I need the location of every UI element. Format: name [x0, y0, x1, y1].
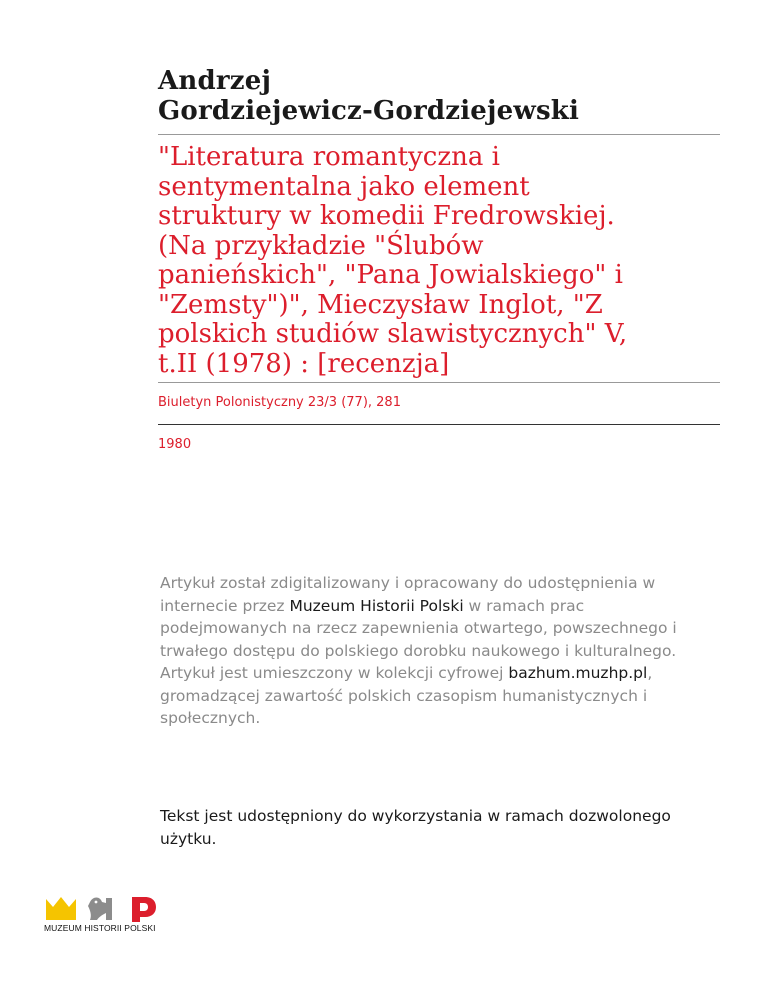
letter-p-icon [132, 897, 156, 922]
crown-m-icon [46, 897, 76, 920]
author-name [158, 66, 738, 126]
notice-text: , gromadzącej zawartość polskich czasopism humanistycznych i społecznych. [160, 664, 653, 727]
eagle-eye-icon [95, 901, 98, 904]
collection-link[interactable]: bazhum.muzhp.pl [508, 664, 648, 682]
usage-statement: Tekst jest udostępniony do wykorzystania w ramach dozwolonego użytku. [160, 807, 671, 848]
title-line: t.II (1978) : [recenzja] [158, 348, 450, 379]
title-line: sentymentalna jako element [158, 171, 530, 202]
publication-year: 1980 [158, 437, 192, 452]
digitization-notice [160, 572, 700, 730]
title-line: panieńskich", "Pana Jowialskiego" i [158, 260, 623, 290]
title-line: "Literatura romantyczna i [158, 142, 500, 172]
title-line: "Zemsty")", Mieczysław Inglot, "Z [158, 289, 603, 320]
journal-source: Biuletyn Polonistyczny 23/3 (77), 281 [158, 395, 401, 410]
title-line: (Na przykładzie "Ślubów [158, 230, 484, 261]
divider-middle [158, 382, 720, 383]
logo-wordmark: MUZEUM HISTORII POLSKI [44, 923, 156, 933]
author-line-2: Gordziejewicz-Gordziejewski [158, 96, 580, 126]
title-line: polskich studiów slawistycznych" V, [158, 319, 628, 349]
divider-top [158, 134, 720, 135]
divider-bottom [158, 424, 720, 425]
title-line: struktury w komedii Fredrowskiej. [158, 201, 615, 231]
notice-text: Artykuł został zdigitalizowany i opracowany do udostępnienia w internecie przez [160, 574, 656, 615]
museum-logo [44, 893, 184, 941]
museum-logo-icon [44, 893, 184, 923]
eagle-h-icon [88, 898, 112, 921]
article-title [158, 143, 718, 379]
notice-text: w ramach prac podejmowanych na rzecz zapewnienia otwartego, powszechnego i trwałego dostępu do polskiego dorobku naukowego i kulturalnego. Artykuł jest umieszczony w kolekcji cyfrowej [160, 596, 677, 682]
author-line-1: Andrzej [158, 66, 272, 96]
institution-link[interactable]: Muzeum Historii Polski [289, 596, 464, 615]
